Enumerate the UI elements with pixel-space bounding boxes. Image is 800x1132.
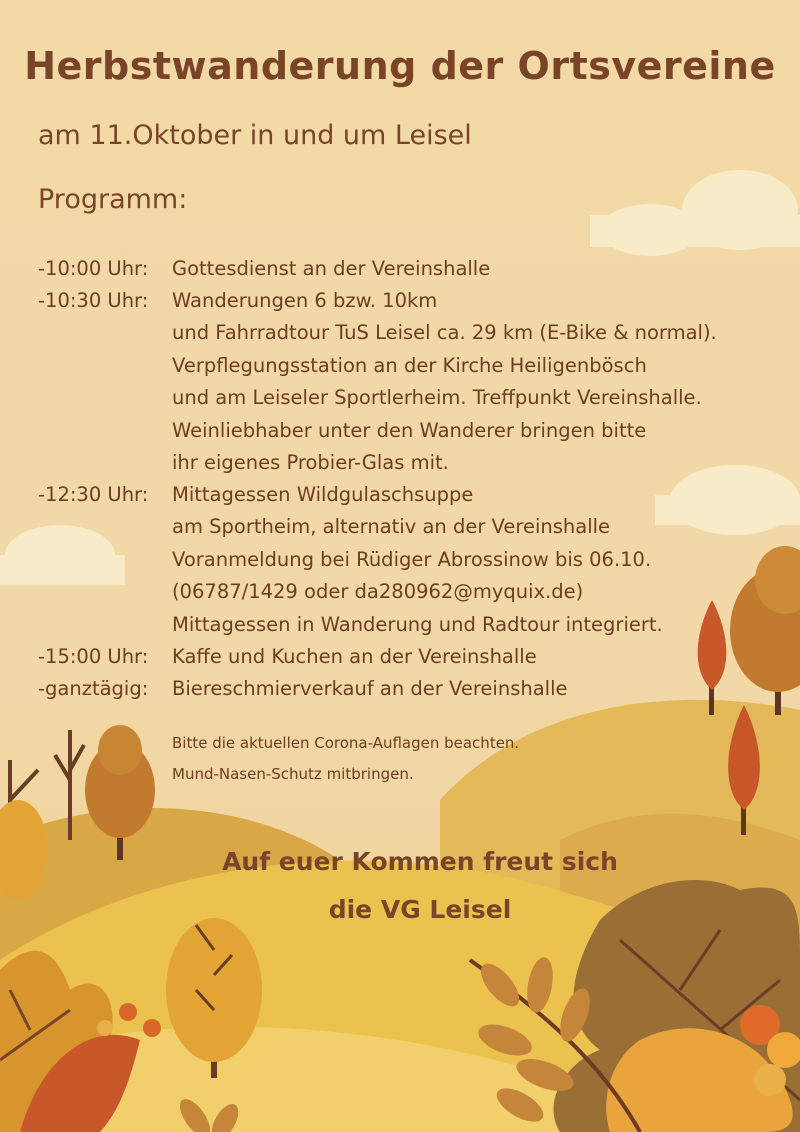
schedule-text: Biereschmierverkauf an der Vereinshalle xyxy=(172,677,568,700)
mask-note: Mund-Nasen-Schutz mitbringen. xyxy=(172,765,414,783)
event-date-location: am 11.Oktober in und um Leisel xyxy=(38,120,472,151)
schedule-text: Wanderungen 6 bzw. 10km xyxy=(172,289,438,312)
schedule-text: Voranmeldung bei Rüdiger Abrossinow bis 06.10. xyxy=(172,548,652,571)
schedule-text: und Fahrradtour TuS Leisel ca. 29 km (E-Bike & normal). xyxy=(172,321,717,344)
schedule-text: am Sportheim, alternativ an der Vereinshalle xyxy=(172,515,611,538)
tree-icon xyxy=(730,546,800,715)
schedule-item xyxy=(38,641,537,673)
schedule-text: Weinliebhaber unter den Wanderer bringen bitte xyxy=(172,419,647,442)
program-heading: Programm: xyxy=(38,184,188,215)
schedule-item xyxy=(38,673,568,705)
schedule-text: Verpflegungsstation an der Kirche Heiligenbösch xyxy=(172,354,647,377)
schedule-time: -10:00 Uhr: xyxy=(38,257,149,280)
cloud-icon xyxy=(590,170,800,256)
schedule-text: und am Leiseler Sportlerheim. Treffpunkt Vereinshalle. xyxy=(172,386,702,409)
schedule-time: -15:00 Uhr: xyxy=(38,645,149,668)
schedule-contact: (06787/1429 oder da280962@myquix.de) xyxy=(172,580,584,603)
schedule-time: -ganztägig: xyxy=(38,677,149,700)
schedule-time: -12:30 Uhr: xyxy=(38,483,149,506)
cloud-icon xyxy=(655,465,800,535)
schedule-text: Kaffe und Kuchen an der Vereinshalle xyxy=(172,645,537,668)
schedule-time: -10:30 Uhr: xyxy=(38,289,149,312)
tree-icon xyxy=(698,600,727,715)
schedule-item xyxy=(38,479,473,511)
closing-line: Auf euer Kommen freut sich xyxy=(222,847,618,876)
corona-note: Bitte die aktuellen Corona-Auflagen beachten. xyxy=(172,734,520,752)
schedule-text: Mittagessen Wildgulaschsuppe xyxy=(172,483,474,506)
closing-line: die VG Leisel xyxy=(328,895,512,924)
schedule-text: Gottesdienst an der Vereinshalle xyxy=(172,257,491,280)
poster-title: Herbstwanderung der Ortsvereine xyxy=(24,44,776,88)
schedule-item xyxy=(38,253,490,285)
schedule-text: ihr eigenes Probier-Glas mit. xyxy=(172,451,449,474)
schedule-item xyxy=(38,285,437,317)
schedule-text: Mittagessen in Wanderung und Radtour integriert. xyxy=(172,613,663,636)
cloud-icon xyxy=(0,525,125,585)
